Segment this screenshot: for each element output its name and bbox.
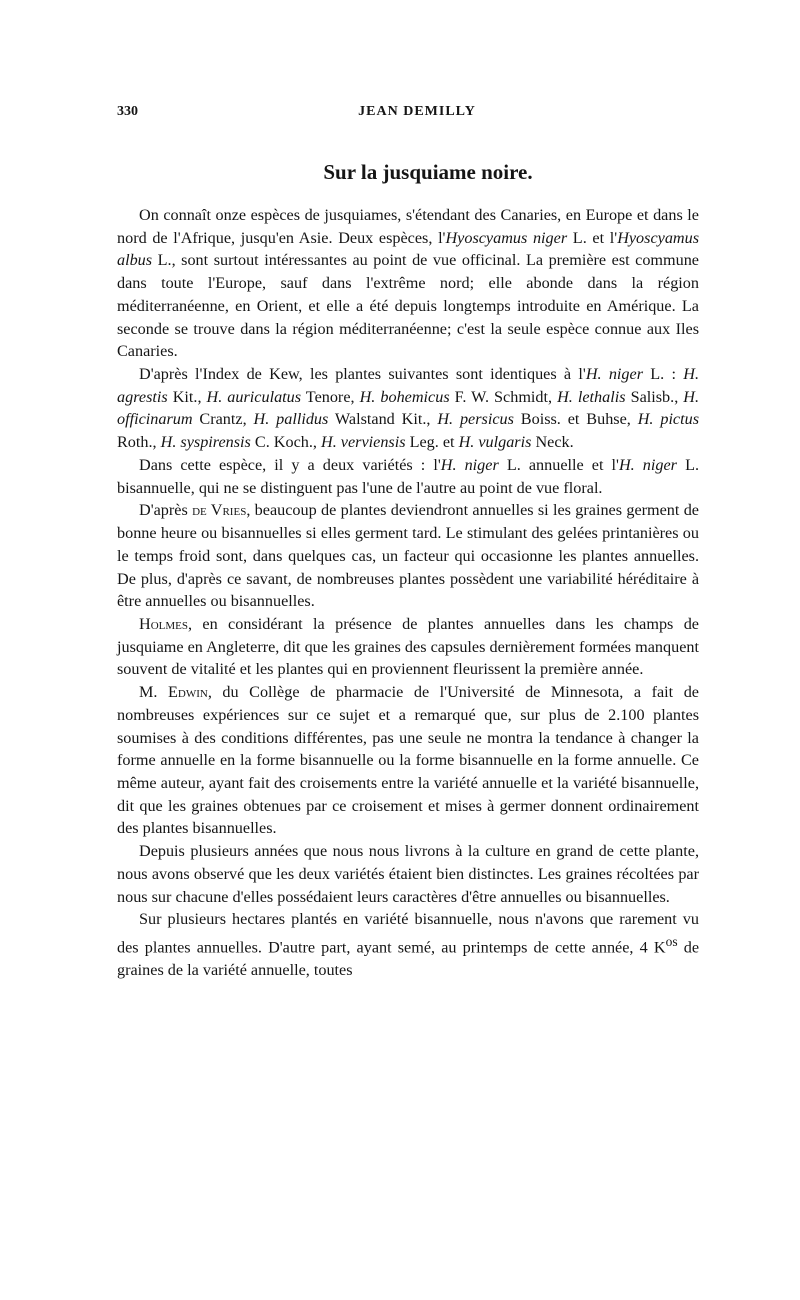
text-run: L. et l' — [567, 228, 618, 247]
species-name: H. vulgaris — [458, 433, 532, 452]
species-name: H. syspirensis — [160, 433, 251, 452]
text-run: Leg. et — [405, 433, 459, 452]
text-run: Neck. — [531, 433, 574, 452]
paragraph — [117, 499, 699, 613]
author-name: de Vries — [192, 501, 247, 520]
text-run: Depuis plusieurs années que nous nous livrons à la culture en grand de cette plante, nous avons observé que les deux variétés étaient bien distinctes. Les graines récoltées par nous sur chacune d'elles possédaient leurs caractères d'être annuelles ou bisannuelles. — [117, 842, 699, 906]
article-body — [117, 204, 699, 982]
text-run: de graines de la variété annuelle, toutes — [117, 938, 700, 980]
species-name: Hyoscyamus albus — [117, 228, 700, 270]
species-name: H. pallidus — [253, 410, 329, 429]
species-name: H. auriculatus — [206, 387, 302, 406]
paragraph — [117, 204, 699, 363]
text-run: , du Collège de pharmacie de l'Université de Minnesota, a fait de nombreuses expériences sur ce sujet et a remarqué que, sur plus de 2.100 plantes soumises à des conditions différentes, pas une seule ne montra la tendance à changer la forme annuelle en la forme bisannuelle ou la forme bisannuelle en la forme annuelle. Ce même auteur, ayant fait des croisements entre la variété annuelle et la variété bisannuelle, dit que les graines obtenues par ce croisement et mises à germer donnent ordinairement des plantes bisannuelles. — [117, 683, 699, 838]
article-title: Sur la jusquiame noire. — [323, 160, 533, 184]
text-run: Roth., — [117, 433, 161, 452]
author-name: Holmes — [139, 614, 188, 633]
text-run: L., sont surtout intéressantes au point de vue officinal. La première est commune dans toute l'Europe, sauf dans l'extrême nord; elle abonde dans la région méditerranéenne, en Orient, et elle a été depuis longtemps introduite en Amérique. La seconde se trouve dans la région méditerranéenne; c'est la seule espèce connue aux Iles Canaries. — [117, 251, 699, 361]
text-run: Kit., — [167, 387, 207, 406]
text-run: , beaucoup de plantes deviendront annuelles si les graines germent de bonne heure ou bisannuelles si elles germent tard. Le stimulant des gelées printanières ou le temps froid sont, dans quelques cas, un facteur qui occasionne les plantes annuelles. De plus, d'après ce savant, de nombreuses plantes possèdent une variabilité héréditaire à être annuelles ou bisannuelles. — [117, 501, 699, 611]
species-name: H. lethalis — [557, 387, 626, 406]
species-name: H. persicus — [437, 410, 514, 429]
text-run: Dans cette espèce, il y a deux variétés : l' — [139, 455, 441, 474]
species-name: H. niger — [440, 455, 499, 474]
text-run: M. — [139, 683, 168, 702]
text-run: Crantz, — [192, 410, 254, 429]
text-run: L. : — [643, 365, 684, 384]
page-number: 330 — [117, 104, 138, 119]
running-title: JEAN DEMILLY — [358, 104, 476, 119]
species-name: H. pictus — [637, 410, 700, 429]
text-run: Salisb., — [625, 387, 684, 406]
text-run: L. bisannuelle, qui ne se distinguent pas l'une de l'autre au point de vue floral. — [117, 455, 700, 497]
text-run: Tenore, — [301, 387, 360, 406]
paragraph — [117, 681, 699, 840]
species-name: H. officinarum — [117, 387, 700, 429]
text-run: C. Koch., — [250, 433, 321, 452]
text-run: os — [665, 934, 678, 949]
paragraph — [117, 840, 699, 908]
text-run: F. W. Schmidt, — [449, 387, 558, 406]
paragraph — [117, 613, 699, 681]
text-run: D'après — [139, 501, 193, 520]
text-run: Boiss. et Buhse, — [513, 410, 638, 429]
species-name: H. verviensis — [321, 433, 406, 452]
text-run: Walstand Kit., — [328, 410, 438, 429]
species-name: H. niger — [618, 455, 677, 474]
paragraph — [117, 363, 699, 454]
species-name: H. agrestis — [117, 365, 700, 406]
species-name: H. niger — [585, 365, 643, 384]
text-run: On connaît onze espèces de jusquiames, s'étendant des Canaries, en Europe et dans le nord de l'Afrique, jusqu'en Asie. Deux espèces, l' — [117, 206, 699, 247]
species-name: Hyoscyamus niger — [445, 228, 568, 247]
author-name: Edwin — [168, 683, 208, 702]
text-run: D'après l'Index de Kew, les plantes suivantes sont identiques à l' — [139, 365, 586, 384]
text-run: , en considérant la présence de plantes annuelles dans les champs de jusquiame en Angleterre, dit que les graines des capsules dernièrement formées manquent souvent de vitalité et les plantes qui en proviennent fleurissent la première année. — [117, 614, 699, 679]
paragraph — [117, 454, 699, 499]
paragraph — [117, 908, 699, 982]
running-header — [117, 104, 699, 122]
species-name: H. bohemicus — [359, 387, 450, 406]
text-run: L. annuelle et l' — [498, 455, 619, 474]
text-run: Sur plusieurs hectares plantés en variété bisannuelle, nous n'avons que rarement vu des plantes annuelles. D'autre part, ayant semé, au printemps de cette année, 4 K — [117, 910, 699, 957]
